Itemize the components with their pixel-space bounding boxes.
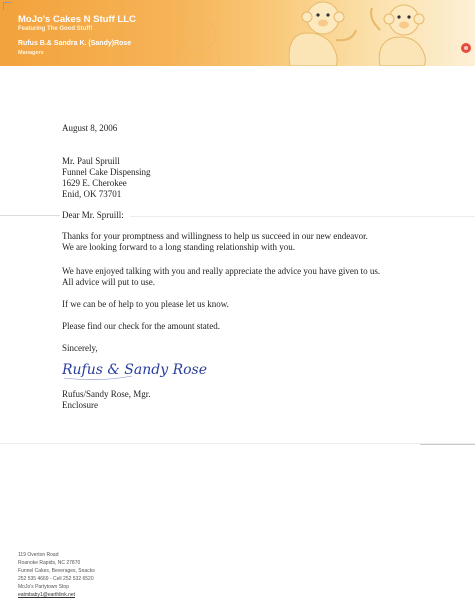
company-tagline: Featuring The Good Stuff! <box>18 26 93 32</box>
paragraph-line: All advice will put to use. <box>62 277 155 287</box>
footer-stop: MoJo's Partytown Stop <box>18 584 69 590</box>
monkey-illustration-icon <box>371 5 425 66</box>
divider-rule <box>420 444 475 445</box>
closing: Sincerely, <box>62 343 98 353</box>
letterhead <box>0 0 475 66</box>
footer-city: Roanoke Rapids, NC 27870 <box>18 560 81 566</box>
divider-rule <box>0 215 60 216</box>
handwritten-signature <box>62 352 222 384</box>
owner-names: Rufus B.& Sandra K. (Sandy)Rose <box>18 40 132 47</box>
monkey-illustration-icon <box>289 2 356 66</box>
company-name: MoJo's Cakes N Stuff LLC <box>18 14 136 25</box>
candy-illustration-icon <box>461 43 471 53</box>
faint-monkey-icon <box>181 18 219 66</box>
paragraph-line: We have enjoyed talking with you and really appreciate the advice you have given to us. <box>62 266 381 276</box>
paragraph-line: We are looking forward to a long standing relationship with you. <box>62 242 295 252</box>
recipient-line: 1629 E. Cherokee <box>62 178 127 188</box>
letter-date: August 8, 2006 <box>62 123 118 133</box>
signature-text: Rufus & Sandy Rose <box>62 362 208 378</box>
footer-products: Funnel Cakes, Beverages, Snacks <box>18 568 95 574</box>
letterhead-artwork <box>0 0 475 66</box>
paragraph-line: Thanks for your promptness and willingness to help us succeed in our new endeavor. <box>62 231 368 241</box>
footer-address: 119 Overton Road <box>18 552 59 558</box>
footer-phones: 252 535 4669 - Cell 252 532 6520 <box>18 576 94 582</box>
recipient-line: Mr. Paul Spruill <box>62 156 120 166</box>
salutation: Dear Mr. Spruill: <box>62 210 124 220</box>
recipient-line: Funnel Cake Dispensing <box>62 167 151 177</box>
recipient-line: Enid, OK 73701 <box>62 189 122 199</box>
divider-rule <box>0 443 475 444</box>
enclosure-note: Enclosure <box>62 400 98 410</box>
body-paragraph: Please find our check for the amount stated. <box>62 321 220 331</box>
signer-name: Rufus/Sandy Rose, Mgr. <box>62 389 151 399</box>
divider-rule <box>130 216 475 217</box>
footer-email[interactable]: eatmbaby1@earthlink.net <box>18 592 76 598</box>
owner-role: Managers <box>18 50 44 56</box>
body-paragraph: If we can be of help to you please let us know. <box>62 299 229 309</box>
